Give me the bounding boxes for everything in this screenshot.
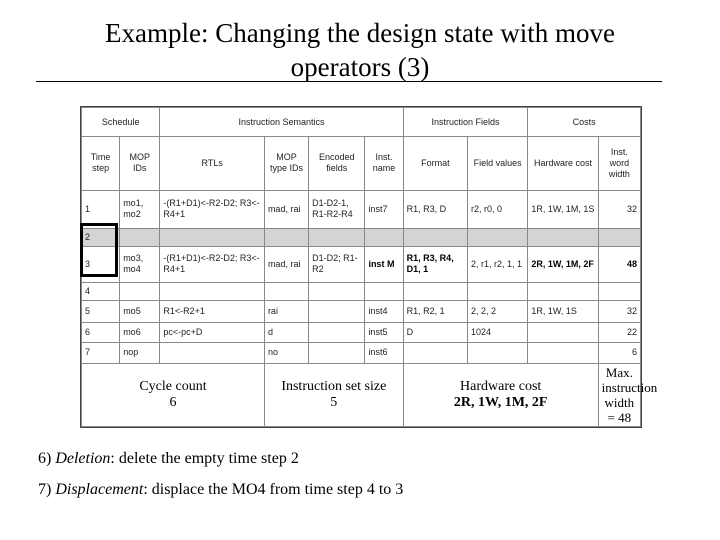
cell-width: 32 [598, 190, 640, 228]
col-inst-word-width: Inst. word width [598, 137, 640, 190]
column-header-row [82, 137, 641, 190]
col-hardware-cost: Hardware cost [528, 137, 598, 190]
highlight-marker-box [80, 223, 118, 277]
cell-format [403, 343, 467, 363]
col-time-step: Time step [82, 137, 120, 190]
cell-format: R1, R2, 1 [403, 301, 467, 323]
table-row [82, 190, 641, 228]
slide-title [40, 16, 680, 84]
title-divider [36, 81, 662, 82]
cell-encoded: D1-D2; R1-R2 [309, 246, 365, 282]
summary-cycle-count [82, 363, 265, 426]
group-instruction-fields: Instruction Fields [403, 108, 528, 137]
design-table [81, 107, 658, 427]
cell-values: 1024 [468, 323, 528, 343]
cell-inst-name: inst5 [365, 323, 403, 343]
summary-hw-label: Hardware cost [460, 378, 542, 394]
col-mop-type-ids: MOP type IDs [264, 137, 308, 190]
cell-step: 5 [82, 301, 120, 323]
cell-values: 2, r1, r2, 1, 1 [468, 246, 528, 282]
cell-step: 7 [82, 343, 120, 363]
table-row [82, 343, 641, 363]
table-row [82, 246, 641, 282]
cell-rtl: pc<-pc+D [160, 323, 265, 343]
summary-iset-value: 5 [330, 394, 338, 410]
cell-format: D [403, 323, 467, 343]
table-row-empty-highlighted [82, 228, 641, 246]
note-displacement-term: Displacement [55, 481, 144, 498]
cell-values [468, 343, 528, 363]
summary-width-label: Max. instruction width = 48 [601, 364, 658, 425]
cell-encoded [309, 343, 365, 363]
cell-hw: 1R, 1W, 1S [528, 301, 598, 323]
cell-mop: mo1, mo2 [120, 190, 160, 228]
col-format: Format [403, 137, 467, 190]
cell-encoded [309, 301, 365, 323]
summary-instruction-set-size [264, 363, 403, 426]
note-deletion [38, 449, 299, 469]
cell-hw [528, 343, 598, 363]
summary-cycle-label: Cycle count [139, 378, 207, 394]
cell-mop: nop [120, 343, 160, 363]
note-deletion-term: Deletion [55, 450, 111, 467]
cell-type: rai [264, 301, 308, 323]
table-row [82, 323, 641, 343]
summary-max-width [598, 363, 658, 426]
cell-values: r2, r0, 0 [468, 190, 528, 228]
cell-inst-name: inst7 [365, 190, 403, 228]
summary-iset-label: Instruction set size [281, 378, 387, 394]
col-field-values: Field values [468, 137, 528, 190]
cell-width: 48 [598, 246, 640, 282]
group-schedule: Schedule [82, 108, 160, 137]
cell-encoded [309, 323, 365, 343]
note-deletion-prefix: 6) [38, 450, 56, 467]
summary-cycle-value: 6 [169, 394, 177, 410]
cell-step: 6 [82, 323, 120, 343]
summary-hardware-cost [403, 363, 598, 426]
cell-width: 32 [598, 301, 640, 323]
table-row [82, 301, 641, 323]
cell-encoded: D1-D2-1, R1-R2-R4 [309, 190, 365, 228]
table-row-empty [82, 283, 641, 301]
cell-mop: mo3, mo4 [120, 246, 160, 282]
cell-values: 2, 2, 2 [468, 301, 528, 323]
cell-hw: 1R, 1W, 1M, 1S [528, 190, 598, 228]
cell-inst-name: inst M [365, 246, 403, 282]
cell-type: mad, rai [264, 246, 308, 282]
cell-hw: 2R, 1W, 1M, 2F [528, 246, 598, 282]
cell-step: 4 [82, 283, 120, 301]
cell-inst-name: inst4 [365, 301, 403, 323]
note-displacement [38, 480, 403, 500]
summary-hw-value: 2R, 1W, 1M, 2F [453, 394, 548, 410]
cell-type: mad, rai [264, 190, 308, 228]
note-deletion-text: : delete the empty time step 2 [110, 450, 299, 467]
cell-width: 6 [598, 343, 640, 363]
cell-format: R1, R3, D [403, 190, 467, 228]
cell-hw [528, 323, 598, 343]
col-mop-ids: MOP IDs [120, 137, 160, 190]
cell-rtl: R1<-R2+1 [160, 301, 265, 323]
cell-mop: mo6 [120, 323, 160, 343]
cell-step: 1 [82, 190, 120, 228]
cell-rtl: -(R1+D1)<-R2-D2; R3<-R4+1 [160, 246, 265, 282]
cell-inst-name: inst6 [365, 343, 403, 363]
cell-width: 22 [598, 323, 640, 343]
group-costs: Costs [528, 108, 641, 137]
note-displacement-prefix: 7) [38, 481, 56, 498]
cell-rtl [160, 343, 265, 363]
col-rtls: RTLs [160, 137, 265, 190]
note-displacement-text: : displace the MO4 from time step 4 to 3 [143, 481, 404, 498]
design-state-table [80, 106, 658, 428]
col-encoded-fields: Encoded fields [309, 137, 365, 190]
cell-mop: mo5 [120, 301, 160, 323]
slide-title-line2: operators (3) [290, 52, 430, 82]
cell-step: 3 [82, 246, 120, 282]
cell-type: no [264, 343, 308, 363]
cell-step: 2 [82, 228, 120, 246]
group-instruction-semantics: Instruction Semantics [160, 108, 403, 137]
group-header-row [82, 108, 641, 137]
cell-type: d [264, 323, 308, 343]
cell-rtl: -(R1+D1)<-R2-D2; R3<-R4+1 [160, 190, 265, 228]
col-inst-name: Inst. name [365, 137, 403, 190]
cell-format: R1, R3, R4, D1, 1 [403, 246, 467, 282]
summary-row [82, 363, 641, 426]
slide-title-line1: Example: Changing the design state with move [105, 18, 615, 48]
